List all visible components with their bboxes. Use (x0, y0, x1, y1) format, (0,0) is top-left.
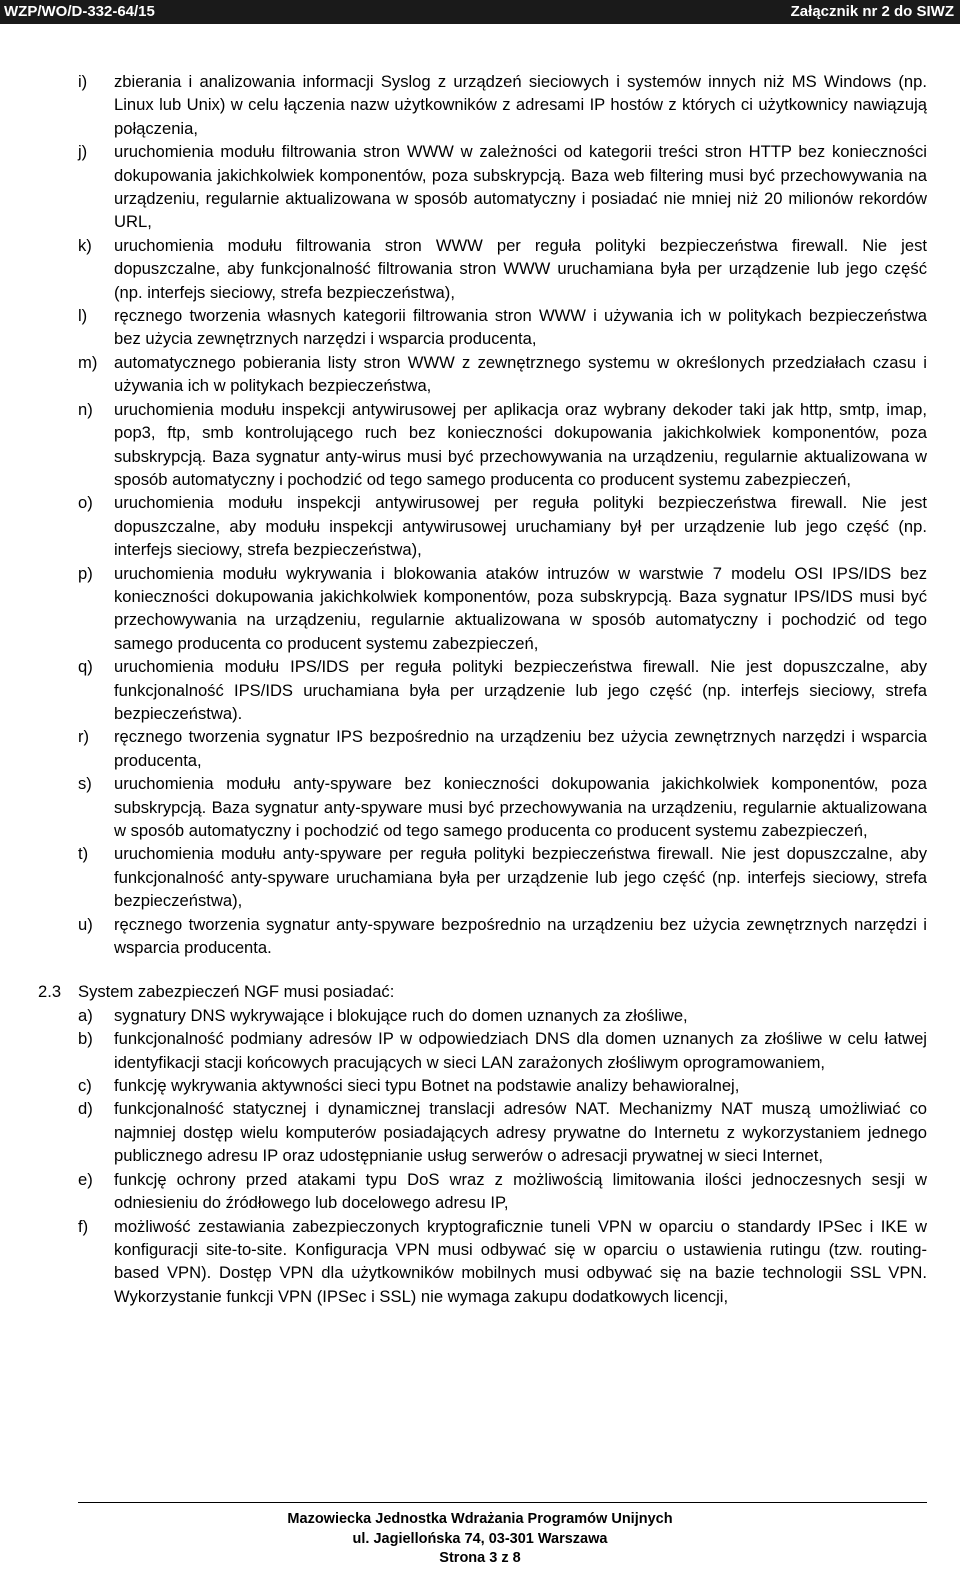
list-item-text: funkcjonalność statycznej i dynamicznej translacji adresów NAT. Mechanizmy NAT muszą umożliwiać co najmniej dostęp wielu komputerów posiadających adresy prywatne do Internetu z wykorzystaniem jednego publicznego adresu IP oraz udostępnianie usług serwerów o adresacji prywatnej w sieci Internet, (114, 1099, 927, 1166)
list-item-r (78, 725, 927, 772)
list-item-label: f) (78, 1216, 89, 1236)
list-item-label: j) (78, 142, 88, 162)
list-item-u (78, 913, 927, 960)
list-item-text: automatycznego pobierania listy stron WWW z zewnętrznego systemu w określonych przedziałach czasu i używania ich w politykach bezpieczeństwa, (114, 352, 927, 396)
document-body (38, 70, 927, 1308)
list-item-label: d) (78, 1099, 93, 1119)
list-item-q (78, 655, 927, 725)
list-item-text: uruchomienia modułu wykrywania i blokowania ataków intruzów w warstwie 7 modelu OSI IPS/IDS bez konieczności dokupowania jakichkolwiek komponentów, poza subskrypcją. Baza sygnatur IPS/IDS musi być przechowywania na urządzeniu, regularnie aktualizowana w sposób automatyczny i pochodzić od tego samego producenta co producent systemu zabezpieczeń, (114, 563, 927, 653)
list-item-label: r) (78, 727, 90, 747)
list-item-label: b) (78, 1029, 93, 1049)
list-item-text: uruchomienia modułu IPS/IDS per reguła polityki bezpieczeństwa firewall. Nie jest dopuszczalne, aby funkcjonalność IPS/IDS uruchamiana była per urządzenie lub jego część (np. interfejs sieciowy, strefa bezpieczeństwa). (114, 657, 927, 723)
list-item-text: funkcję wykrywania aktywności sieci typu Botnet na podstawie analizy behawioralnej, (114, 1076, 740, 1096)
list-item-text: ręcznego tworzenia sygnatur anty-spyware bezpośrednio na urządzeniu bez użycia zewnętrznych narzędzi i wsparcia producenta. (114, 914, 927, 958)
list-item-label: a) (78, 1005, 93, 1025)
list-item-k (78, 234, 927, 304)
section-title: System zabezpieczeń NGF musi posiadać: (78, 982, 395, 1002)
list-item-label: t) (78, 844, 89, 864)
list-item-text: zbierania i analizowania informacji Syslog z urządzeń sieciowych i systemów innych niż MS Windows (np. Linux lub Unix) w celu łączenia nazw użytkowników z adresami IP hostów z których ci użytkownicy nawiązują połączenia, (114, 72, 927, 138)
list-item-i (78, 70, 927, 140)
header-bar (0, 0, 960, 24)
list-item-m (78, 351, 927, 398)
footer-organization: Mazowiecka Jednostka Wdrażania Programów Unijnych (287, 1511, 673, 1527)
list-item-label: l) (78, 306, 88, 326)
list-item-text: sygnatury DNS wykrywające i blokujące ruch do domen uznanych za złośliwe, (114, 1005, 688, 1025)
list-item-label: i) (78, 72, 88, 91)
list-item-text: uruchomienia modułu inspekcji antywirusowej per aplikacja oraz wybrany dekoder taki jak http, smtp, imap, pop3, ftp, smb kontrolującego ruch bez konieczności dokupowania jakichkolwiek komponentów, poza subskrypcją. Baza sygnatur anty-wirus musi być przechowywania na urządzeniu, regularnie aktualizowana w sposób automatyczny i pochodzić od tego samego producenta co producent systemu zabezpieczeń, (114, 399, 927, 489)
section-number: 2.3 (38, 982, 62, 1002)
list-item-text: funkcjonalność podmiany adresów IP w odpowiedziach DNS dla domen uznanych za złośliwe w celu łatwej identyfikacji stacji końcowych pracujących w sieci LAN zarażonych złośliwym oprogramowaniem, (114, 1029, 927, 1072)
footer-address: ul. Jagiellońska 74, 03-301 Warszawa (352, 1531, 608, 1547)
list-item-text: uruchomienia modułu inspekcji antywirusowej per reguła polityki bezpieczeństwa firewall. Nie jest dopuszczalne, aby modułu inspekcji antywirusowej uruchamiany był per urządzenie lub jego część (np. interfejs sieciowy, strefa bezpieczeństwa), (114, 493, 927, 560)
list-item-n (78, 398, 927, 492)
list-item-text: uruchomienia modułu filtrowania stron WWW per reguła polityki bezpieczeństwa firewall. Nie jest dopuszczalne, aby funkcjonalność filtrowania stron WWW uruchamiana była per urządzenie lub jego część (np. interfejs sieciowy, strefa bezpieczeństwa), (114, 235, 927, 302)
list-item-text: uruchomienia modułu filtrowania stron WWW w zależności od kategorii treści stron HTTP bez konieczności dokupowania jakichkolwiek komponentów, poza subskrypcją. Baza web filtering musi być przechowywania na urządzeniu, regularnie aktualizowana w sposób automatyczny i posiadać nie mniej niż 20 milionów rekordów URL, (114, 142, 927, 232)
section-item-e (78, 1168, 927, 1215)
section-item-f (78, 1215, 927, 1309)
section-item-d (78, 1097, 927, 1167)
list-item-label: e) (78, 1169, 93, 1189)
attachment-label: Załącznik nr 2 do SIWZ (790, 3, 954, 20)
list-item-label: p) (78, 563, 93, 583)
list-item-text: ręcznego tworzenia sygnatur IPS bezpośrednio na urządzeniu bez użycia zewnętrznych narzędzi i wsparcia producenta, (114, 727, 927, 770)
document-reference: WZP/WO/D-332-64/15 (4, 3, 155, 20)
list-item-text: funkcję ochrony przed atakami typu DoS wraz z możliwością limitowania ilości jednoczesnych sesji w odniesieniu do źródłowego lub docelowego adresu IP, (114, 1169, 927, 1213)
list-item-t (78, 842, 927, 912)
list-item-label: k) (78, 235, 92, 255)
page-number: Strona 3 z 8 (439, 1550, 521, 1566)
list-item-text: możliwość zestawiania zabezpieczonych kryptograficznie tuneli VPN w oparciu o standardy IPSec i IKE w konfiguracji site-to-site. Konfiguracja VPN musi odbywać się w oparciu o ustawienia rutingu (tzw. routing-based VPN). Dostęp VPN dla użytkowników mobilnych musi odbywać się na bazie technologii SSL VPN. Wykorzystanie funkcji VPN (IPSec i SSL) nie wymaga zakupu dodatkowych licencji, (114, 1216, 927, 1306)
footer-divider (78, 1502, 927, 1503)
list-item-s (78, 772, 927, 842)
section-heading (38, 980, 927, 1003)
list-item-label: n) (78, 399, 93, 419)
list-item-o (78, 491, 927, 561)
list-item-label: m) (78, 352, 98, 372)
list-item-text: ręcznego tworzenia własnych kategorii filtrowania stron WWW i używania ich w politykach bezpieczeństwa bez użycia zewnętrznych narzędzi i wsparcia producenta, (114, 306, 927, 349)
list-item-label: s) (78, 774, 92, 794)
list-item-text: uruchomienia modułu anty-spyware bez konieczności dokupowania jakichkolwiek komponentów, poza subskrypcją. Baza sygnatur anty-spyware musi być przechowywania na urządzeniu, regularnie aktualizowana w sposób automatyczny i pochodzić od tego samego producenta co producent systemu zabezpieczeń, (114, 774, 927, 840)
list-item-label: q) (78, 657, 93, 677)
list-item-label: u) (78, 914, 93, 934)
list-item-label: o) (78, 493, 93, 513)
list-item-l (78, 304, 927, 351)
section-item-c (78, 1074, 927, 1097)
list-item-j (78, 140, 927, 234)
list-item-text: uruchomienia modułu anty-spyware per reguła polityki bezpieczeństwa firewall. Nie jest dopuszczalne, aby funkcjonalność anty-spyware uruchamiana była per urządzenie lub jego część (np. interfejs sieciowy, strefa bezpieczeństwa), (114, 844, 927, 911)
list-item-p (78, 562, 927, 656)
section-item-a (78, 1004, 927, 1027)
section-item-b (78, 1027, 927, 1074)
list-item-label: c) (78, 1076, 92, 1096)
